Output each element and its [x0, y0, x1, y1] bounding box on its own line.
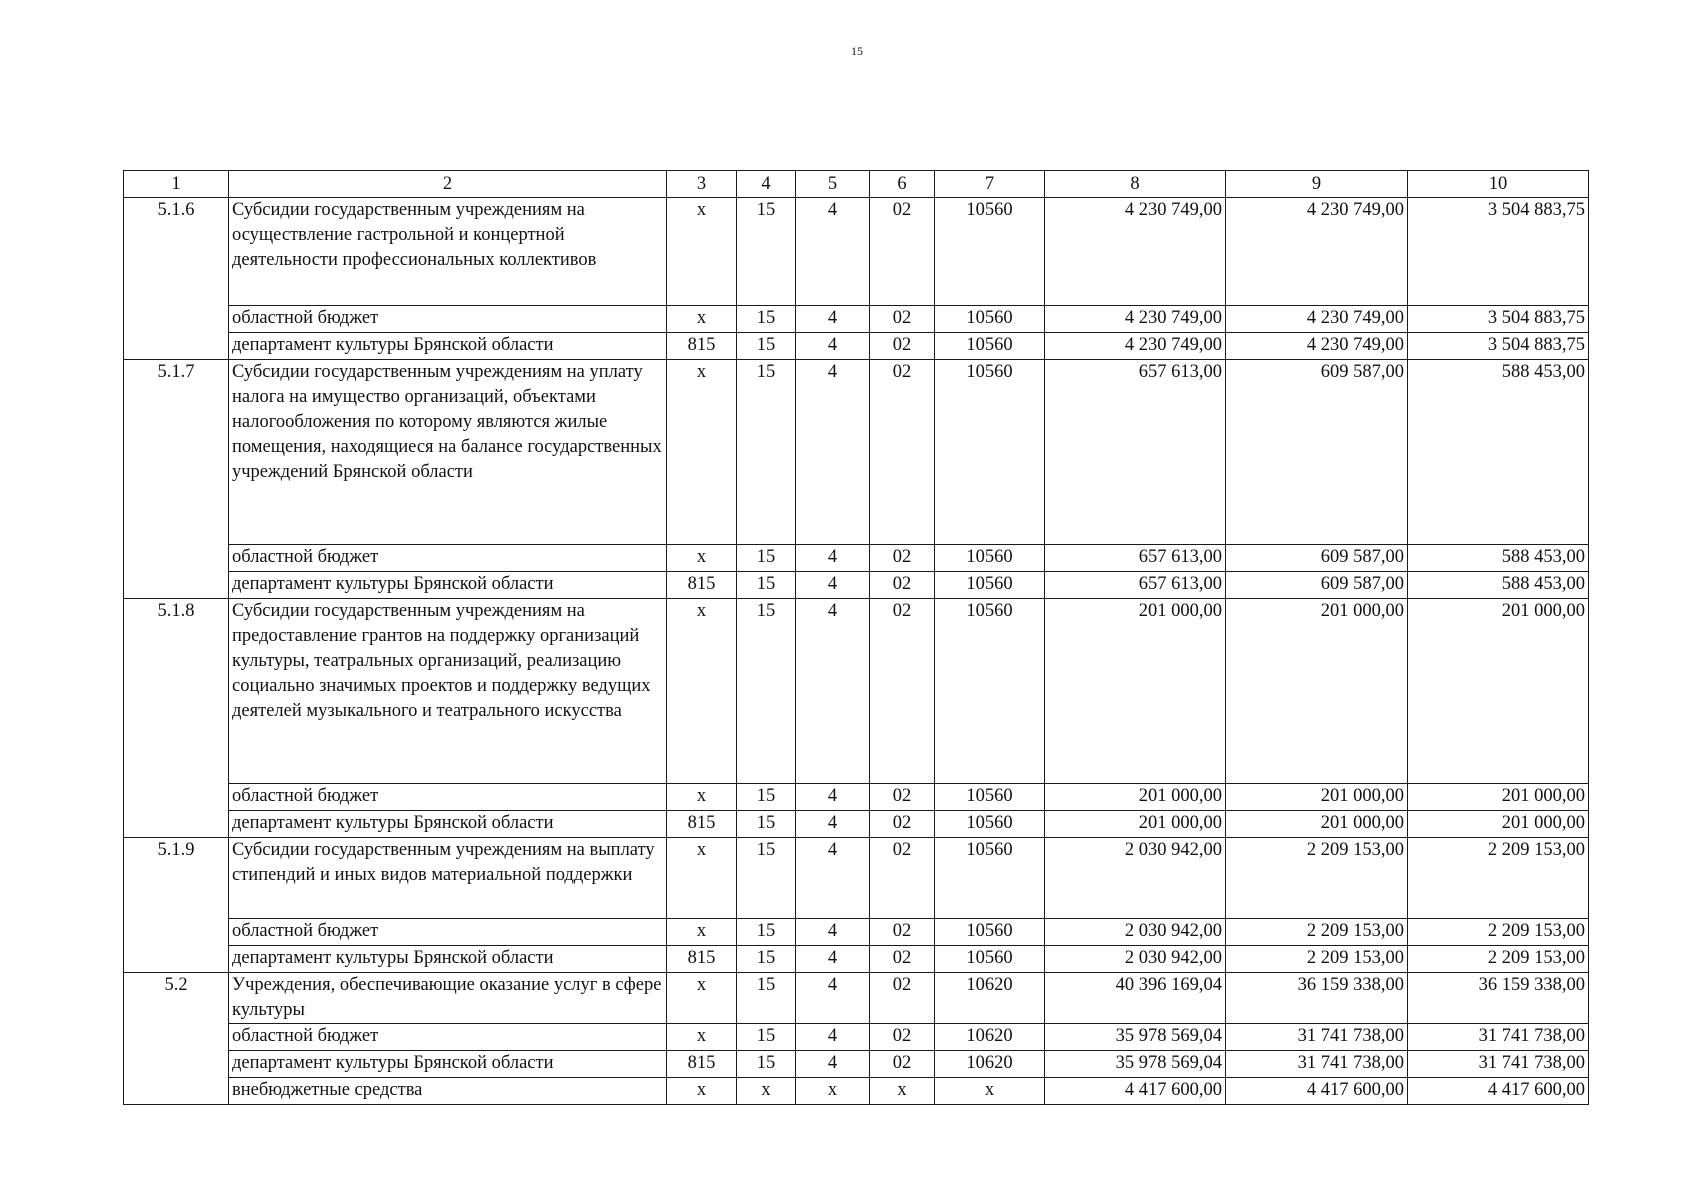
cell-col7: 10560	[935, 572, 1045, 599]
cell-col7: х	[935, 1078, 1045, 1105]
cell-amount-8: 2 030 942,00	[1045, 838, 1226, 919]
cell-col3: х	[667, 360, 737, 545]
cell-amount-10: 31 741 738,00	[1408, 1024, 1589, 1051]
table-body	[124, 198, 1589, 1105]
cell-amount-10: 3 504 883,75	[1408, 198, 1589, 306]
table-row	[124, 973, 1589, 1024]
cell-col4: 15	[737, 599, 796, 784]
cell-amount-9: 2 209 153,00	[1226, 838, 1408, 919]
header-cell: 5	[796, 171, 870, 198]
cell-amount-10: 201 000,00	[1408, 811, 1589, 838]
row-name: областной бюджет	[229, 784, 667, 811]
row-name: Субсидии государственным учреждениям на выплату стипендий и иных видов материальной поддержки	[229, 838, 667, 919]
cell-col6: 02	[870, 1051, 935, 1078]
cell-col3: х	[667, 919, 737, 946]
cell-col4: 15	[737, 1024, 796, 1051]
cell-col4: 15	[737, 333, 796, 360]
cell-col5: 4	[796, 599, 870, 784]
cell-amount-8: 4 230 749,00	[1045, 333, 1226, 360]
cell-col5: 4	[796, 973, 870, 1024]
row-name: Учреждения, обеспечивающие оказание услуг в сфере культуры	[229, 973, 667, 1024]
cell-col6: 02	[870, 306, 935, 333]
header-cell: 7	[935, 171, 1045, 198]
cell-col7: 10560	[935, 599, 1045, 784]
row-name: департамент культуры Брянской области	[229, 572, 667, 599]
row-name: внебюджетные средства	[229, 1078, 667, 1105]
header-row	[124, 171, 1589, 198]
cell-col5: 4	[796, 784, 870, 811]
cell-amount-9: 609 587,00	[1226, 360, 1408, 545]
cell-amount-10: 4 417 600,00	[1408, 1078, 1589, 1105]
cell-col6: 02	[870, 838, 935, 919]
cell-amount-10: 31 741 738,00	[1408, 1051, 1589, 1078]
row-code: 5.1.9	[124, 838, 229, 973]
cell-col3: х	[667, 973, 737, 1024]
cell-col4: 15	[737, 973, 796, 1024]
header-cell: 4	[737, 171, 796, 198]
cell-col4: 15	[737, 1051, 796, 1078]
cell-col4: 15	[737, 784, 796, 811]
cell-col4: 15	[737, 572, 796, 599]
cell-amount-10: 2 209 153,00	[1408, 946, 1589, 973]
row-code: 5.1.7	[124, 360, 229, 599]
cell-col5: 4	[796, 198, 870, 306]
cell-amount-8: 657 613,00	[1045, 572, 1226, 599]
cell-col3: х	[667, 784, 737, 811]
cell-col3: х	[667, 198, 737, 306]
cell-amount-10: 2 209 153,00	[1408, 838, 1589, 919]
cell-col5: 4	[796, 946, 870, 973]
cell-col5: 4	[796, 811, 870, 838]
table-row	[124, 784, 1589, 811]
cell-col5: 4	[796, 306, 870, 333]
cell-amount-9: 31 741 738,00	[1226, 1051, 1408, 1078]
cell-amount-10: 588 453,00	[1408, 545, 1589, 572]
row-name: областной бюджет	[229, 545, 667, 572]
cell-col3: х	[667, 838, 737, 919]
row-name: Субсидии государственным учреждениям на уплату налога на имущество организаций, объектами налогообложения по которому являются жилые помещения, находящиеся на балансе государственных учреждений Брянской области	[229, 360, 667, 545]
cell-amount-9: 2 209 153,00	[1226, 946, 1408, 973]
table-row	[124, 811, 1589, 838]
row-name: областной бюджет	[229, 306, 667, 333]
row-name: Субсидии государственным учреждениям на предоставление грантов на поддержку организаций культуры, театральных организаций, реализацию социально значимых проектов и поддержку ведущих деятелей музыкального и театрального искусства	[229, 599, 667, 784]
cell-amount-10: 201 000,00	[1408, 599, 1589, 784]
cell-col6: 02	[870, 545, 935, 572]
cell-col5: 4	[796, 919, 870, 946]
row-code: 5.2	[124, 973, 229, 1105]
row-name: департамент культуры Брянской области	[229, 333, 667, 360]
cell-col4: 15	[737, 946, 796, 973]
table-row	[124, 919, 1589, 946]
cell-col4: 15	[737, 360, 796, 545]
cell-amount-8: 201 000,00	[1045, 784, 1226, 811]
row-name: департамент культуры Брянской области	[229, 1051, 667, 1078]
cell-col7: 10560	[935, 919, 1045, 946]
cell-col5: 4	[796, 1024, 870, 1051]
cell-amount-9: 4 417 600,00	[1226, 1078, 1408, 1105]
cell-col3: х	[667, 1024, 737, 1051]
cell-col3: х	[667, 545, 737, 572]
cell-amount-9: 201 000,00	[1226, 599, 1408, 784]
cell-col3: 815	[667, 946, 737, 973]
cell-amount-9: 201 000,00	[1226, 784, 1408, 811]
cell-col7: 10620	[935, 1024, 1045, 1051]
cell-amount-8: 657 613,00	[1045, 545, 1226, 572]
cell-amount-8: 35 978 569,04	[1045, 1024, 1226, 1051]
cell-amount-9: 609 587,00	[1226, 572, 1408, 599]
cell-amount-9: 36 159 338,00	[1226, 973, 1408, 1024]
row-name: департамент культуры Брянской области	[229, 811, 667, 838]
budget-table	[123, 170, 1589, 1105]
table-row	[124, 306, 1589, 333]
table-row	[124, 946, 1589, 973]
header-cell: 1	[124, 171, 229, 198]
cell-amount-8: 4 417 600,00	[1045, 1078, 1226, 1105]
header-cell: 3	[667, 171, 737, 198]
cell-amount-8: 4 230 749,00	[1045, 306, 1226, 333]
table-row	[124, 838, 1589, 919]
table-row	[124, 545, 1589, 572]
cell-col3: х	[667, 599, 737, 784]
cell-col5: х	[796, 1078, 870, 1105]
cell-col7: 10560	[935, 946, 1045, 973]
cell-amount-9: 4 230 749,00	[1226, 198, 1408, 306]
cell-col3: х	[667, 306, 737, 333]
cell-col4: 15	[737, 198, 796, 306]
cell-col5: 4	[796, 838, 870, 919]
cell-col6: 02	[870, 572, 935, 599]
cell-amount-8: 4 230 749,00	[1045, 198, 1226, 306]
cell-col5: 4	[796, 572, 870, 599]
cell-col5: 4	[796, 333, 870, 360]
cell-col7: 10560	[935, 198, 1045, 306]
cell-amount-8: 201 000,00	[1045, 599, 1226, 784]
cell-col7: 10560	[935, 360, 1045, 545]
cell-col6: 02	[870, 946, 935, 973]
cell-col6: х	[870, 1078, 935, 1105]
cell-col6: 02	[870, 811, 935, 838]
table-row	[124, 198, 1589, 306]
cell-amount-10: 36 159 338,00	[1408, 973, 1589, 1024]
cell-amount-10: 588 453,00	[1408, 572, 1589, 599]
cell-amount-8: 2 030 942,00	[1045, 919, 1226, 946]
cell-amount-10: 201 000,00	[1408, 784, 1589, 811]
header-cell: 2	[229, 171, 667, 198]
cell-amount-9: 2 209 153,00	[1226, 919, 1408, 946]
cell-col5: 4	[796, 1051, 870, 1078]
cell-col3: 815	[667, 1051, 737, 1078]
cell-amount-10: 3 504 883,75	[1408, 306, 1589, 333]
cell-amount-9: 201 000,00	[1226, 811, 1408, 838]
table-header	[124, 171, 1589, 198]
cell-col4: 15	[737, 811, 796, 838]
cell-col6: 02	[870, 333, 935, 360]
cell-col5: 4	[796, 360, 870, 545]
row-name: областной бюджет	[229, 1024, 667, 1051]
cell-col6: 02	[870, 919, 935, 946]
table-row	[124, 1024, 1589, 1051]
cell-col5: 4	[796, 545, 870, 572]
cell-col4: 15	[737, 838, 796, 919]
cell-col7: 10560	[935, 784, 1045, 811]
header-cell: 6	[870, 171, 935, 198]
cell-amount-8: 2 030 942,00	[1045, 946, 1226, 973]
row-name: департамент культуры Брянской области	[229, 946, 667, 973]
cell-col4: х	[737, 1078, 796, 1105]
cell-amount-10: 3 504 883,75	[1408, 333, 1589, 360]
cell-amount-8: 40 396 169,04	[1045, 973, 1226, 1024]
cell-col3: 815	[667, 572, 737, 599]
cell-col6: 02	[870, 599, 935, 784]
cell-col3: х	[667, 1078, 737, 1105]
cell-col7: 10620	[935, 973, 1045, 1024]
cell-amount-9: 4 230 749,00	[1226, 333, 1408, 360]
cell-col3: 815	[667, 333, 737, 360]
cell-amount-10: 588 453,00	[1408, 360, 1589, 545]
header-cell: 9	[1226, 171, 1408, 198]
cell-col6: 02	[870, 784, 935, 811]
cell-amount-9: 609 587,00	[1226, 545, 1408, 572]
cell-amount-9: 4 230 749,00	[1226, 306, 1408, 333]
table-row	[124, 599, 1589, 784]
cell-amount-9: 31 741 738,00	[1226, 1024, 1408, 1051]
cell-col7: 10560	[935, 811, 1045, 838]
cell-amount-8: 657 613,00	[1045, 360, 1226, 545]
cell-col6: 02	[870, 1024, 935, 1051]
cell-col7: 10560	[935, 333, 1045, 360]
row-code: 5.1.8	[124, 599, 229, 838]
cell-col4: 15	[737, 919, 796, 946]
row-name: областной бюджет	[229, 919, 667, 946]
cell-col6: 02	[870, 198, 935, 306]
table-row	[124, 1051, 1589, 1078]
table-row	[124, 1078, 1589, 1105]
cell-col7: 10560	[935, 838, 1045, 919]
header-cell: 10	[1408, 171, 1589, 198]
table-row	[124, 333, 1589, 360]
cell-col7: 10560	[935, 545, 1045, 572]
cell-col7: 10560	[935, 306, 1045, 333]
cell-amount-10: 2 209 153,00	[1408, 919, 1589, 946]
page-number: 15	[851, 44, 863, 58]
cell-col6: 02	[870, 360, 935, 545]
row-name: Субсидии государственным учреждениям на осуществление гастрольной и концертной деятельности профессиональных коллективов	[229, 198, 667, 306]
cell-amount-8: 35 978 569,04	[1045, 1051, 1226, 1078]
cell-col7: 10620	[935, 1051, 1045, 1078]
cell-col4: 15	[737, 306, 796, 333]
table-row	[124, 360, 1589, 545]
cell-amount-8: 201 000,00	[1045, 811, 1226, 838]
cell-col6: 02	[870, 973, 935, 1024]
cell-col3: 815	[667, 811, 737, 838]
table-row	[124, 572, 1589, 599]
header-cell: 8	[1045, 171, 1226, 198]
cell-col4: 15	[737, 545, 796, 572]
row-code: 5.1.6	[124, 198, 229, 360]
